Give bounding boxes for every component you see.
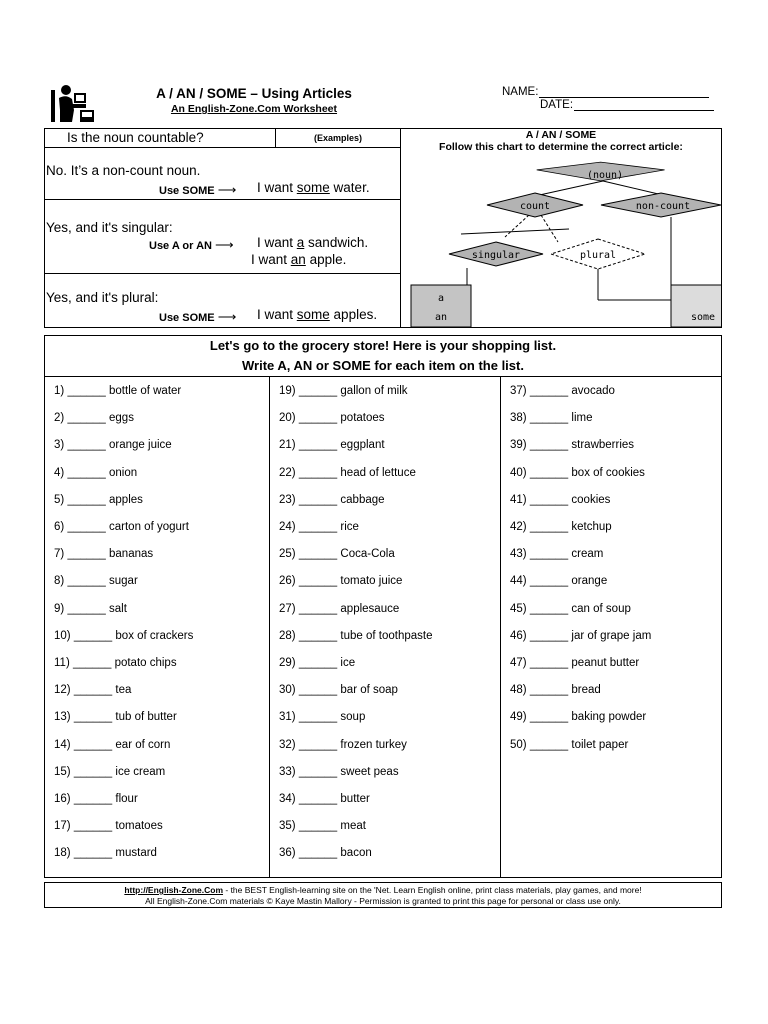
item-number: 22) <box>279 466 296 479</box>
list-item <box>279 385 408 397</box>
list-item <box>54 412 134 424</box>
list-item <box>510 548 603 560</box>
item-number: 15) <box>54 765 71 778</box>
list-item <box>279 521 359 533</box>
list-item <box>54 711 177 723</box>
answer-blank[interactable]: ______ <box>298 847 338 860</box>
item-number: 14) <box>54 738 71 751</box>
item-name: tomatoes <box>115 820 163 833</box>
item-number: 27) <box>279 602 296 615</box>
worksheet-title: A / AN / SOME – Using Articles <box>156 86 352 101</box>
answer-blank[interactable]: ______ <box>529 575 569 588</box>
item-number: 31) <box>279 711 296 724</box>
answer-blank[interactable]: ______ <box>529 439 569 452</box>
answer-blank[interactable]: ______ <box>298 493 338 506</box>
list-item <box>54 684 131 696</box>
shopping-list-header <box>45 336 721 377</box>
answer-blank[interactable]: ______ <box>529 466 569 479</box>
item-name: strawberries <box>571 439 635 452</box>
answer-blank[interactable]: ______ <box>529 738 569 751</box>
list-item <box>54 657 177 669</box>
item-name: tub of butter <box>115 711 177 724</box>
answer-blank[interactable]: ______ <box>298 820 338 833</box>
rule-row-singular <box>45 200 400 274</box>
footer-line-1 <box>45 885 721 895</box>
item-number: 5) <box>54 493 65 506</box>
answer-blank[interactable]: ______ <box>73 738 113 751</box>
date-line[interactable] <box>574 100 714 111</box>
answer-blank[interactable]: ______ <box>67 602 106 615</box>
item-number: 42) <box>510 521 527 533</box>
node-noun-label: (noun) <box>586 170 624 181</box>
item-number: 26) <box>279 575 296 588</box>
answer-blank[interactable]: ______ <box>298 738 338 751</box>
footer-tagline: - the BEST English-learning site on the 'Net. Learn English online, print class materials, play games, and more! <box>223 885 642 895</box>
item-number: 16) <box>54 793 71 805</box>
list-item <box>510 739 628 751</box>
list-item <box>279 548 395 560</box>
item-name: potato chips <box>114 657 177 669</box>
list-item <box>54 521 189 533</box>
item-name: carton of yogurt <box>109 521 189 533</box>
answer-blank[interactable]: ______ <box>529 602 569 615</box>
node-noun <box>537 162 665 181</box>
list-item <box>54 766 165 778</box>
connector-noun-count <box>535 181 603 196</box>
item-name: cabbage <box>340 493 385 506</box>
rule-use: Use SOME ⟶ <box>159 309 237 324</box>
item-name: ketchup <box>571 521 612 533</box>
list-item <box>279 793 370 805</box>
example-sentence: I want an apple. <box>251 252 347 267</box>
item-name: butter <box>340 793 370 805</box>
item-number: 2) <box>54 412 65 425</box>
answer-blank[interactable]: ______ <box>298 412 338 425</box>
item-name: head of lettuce <box>340 466 416 479</box>
answer-blank[interactable]: ______ <box>67 548 106 561</box>
item-number: 19) <box>279 385 296 397</box>
list-item <box>279 766 399 778</box>
answer-blank[interactable]: ______ <box>298 629 338 642</box>
answer-blank[interactable]: ______ <box>529 711 569 724</box>
item-name: bottle of water <box>109 385 182 397</box>
answer-blank[interactable]: ______ <box>73 847 113 860</box>
list-item <box>279 630 432 642</box>
item-number: 45) <box>510 602 527 615</box>
name-label: NAME: <box>502 86 539 98</box>
example-sentence: I want some apples. <box>257 307 378 322</box>
footer-copyright: All English-Zone.Com materials © Kaye Mastin Mallory - Permission is granted to print this page for personal or class use only. <box>145 896 621 906</box>
item-name: bananas <box>109 548 154 561</box>
item-name: tea <box>115 684 132 697</box>
node-noncount <box>601 193 721 217</box>
rule-use: Use SOME ⟶ <box>159 182 237 197</box>
list-item <box>54 548 153 560</box>
item-number: 21) <box>279 439 296 452</box>
answer-blank[interactable]: ______ <box>67 412 106 425</box>
answer-blank[interactable]: ______ <box>529 657 569 669</box>
item-number: 34) <box>279 793 296 805</box>
answer-blank[interactable]: ______ <box>298 575 338 588</box>
box-a-label: a <box>437 293 445 304</box>
item-number: 35) <box>279 820 296 833</box>
item-number: 47) <box>510 657 527 669</box>
box-an-label: an <box>434 312 448 323</box>
item-name: box of cookies <box>571 466 645 479</box>
node-singular-label: singular <box>471 250 521 261</box>
item-name: box of crackers <box>115 629 194 642</box>
item-name: orange juice <box>109 439 172 452</box>
item-number: 38) <box>510 412 527 425</box>
answer-blank[interactable]: ______ <box>529 684 569 697</box>
list-item <box>279 494 385 506</box>
item-number: 46) <box>510 629 527 642</box>
date-field[interactable] <box>540 99 714 111</box>
list-item <box>510 657 639 669</box>
answer-blank[interactable]: ______ <box>298 711 338 724</box>
item-name: rice <box>340 521 359 533</box>
item-number: 1) <box>54 385 65 397</box>
item-number: 28) <box>279 629 296 642</box>
item-number: 29) <box>279 657 296 669</box>
item-name: jar of grape jam <box>571 629 652 642</box>
item-number: 13) <box>54 711 71 724</box>
answer-blank[interactable]: ______ <box>529 521 569 533</box>
list-item <box>510 711 646 723</box>
answer-blank[interactable]: ______ <box>298 684 338 697</box>
list-item <box>279 575 402 587</box>
item-name: tube of toothpaste <box>340 629 433 642</box>
answer-blank[interactable]: ______ <box>73 629 113 642</box>
date-label: DATE: <box>540 99 574 111</box>
item-number: 11) <box>54 657 70 669</box>
box-a-an <box>411 285 471 327</box>
answer-blank[interactable]: ______ <box>73 684 113 697</box>
item-number: 4) <box>54 466 65 479</box>
example-sentence: I want a sandwich. <box>257 235 369 250</box>
item-number: 10) <box>54 629 71 642</box>
list-item <box>279 820 366 832</box>
worksheet-subtitle: An English-Zone.Com Worksheet <box>170 103 338 115</box>
countable-table <box>45 129 401 327</box>
shopping-intro: Let's go to the grocery store! Here is your shopping list. <box>209 338 557 353</box>
item-name: peanut butter <box>571 657 640 669</box>
item-number: 9) <box>54 602 65 615</box>
rule-answer: Yes, and it's singular: <box>46 220 173 235</box>
answer-blank[interactable]: ______ <box>298 765 338 778</box>
item-number: 43) <box>510 548 527 561</box>
item-name: mustard <box>115 847 157 860</box>
example-sentence: I want some water. <box>257 180 370 195</box>
item-number: 30) <box>279 684 296 697</box>
item-number: 20) <box>279 412 296 425</box>
answer-blank[interactable]: ______ <box>67 521 106 533</box>
rule-row-noncount <box>45 148 400 200</box>
item-number: 44) <box>510 575 527 588</box>
item-name: tomato juice <box>340 575 403 588</box>
list-item <box>279 467 416 479</box>
item-number: 17) <box>54 820 71 833</box>
item-number: 41) <box>510 493 527 506</box>
item-number: 3) <box>54 439 65 452</box>
box-some-label: some <box>690 312 716 323</box>
list-item <box>510 521 612 533</box>
box-some <box>671 285 721 327</box>
answer-blank[interactable]: ______ <box>298 602 338 615</box>
item-name: meat <box>340 820 366 833</box>
node-count-label: count <box>519 201 551 212</box>
list-item <box>54 494 143 506</box>
footer <box>44 882 722 908</box>
answer-blank[interactable]: ______ <box>67 439 106 452</box>
answer-blank[interactable]: ______ <box>73 820 113 833</box>
list-item <box>279 603 399 615</box>
item-name: frozen turkey <box>340 738 407 751</box>
chart-title <box>401 129 721 153</box>
list-item <box>510 385 615 397</box>
answer-blank[interactable]: ______ <box>298 793 338 805</box>
list-item <box>54 630 193 642</box>
shopping-column-3 <box>501 377 721 877</box>
list-item <box>54 739 170 751</box>
list-item <box>279 684 398 696</box>
chart-heading: A / AN / SOME <box>525 129 597 141</box>
item-name: bacon <box>340 847 372 860</box>
connector-count-plural <box>541 215 558 242</box>
answer-blank[interactable]: ______ <box>529 629 569 642</box>
list-item <box>54 793 138 805</box>
list-item <box>54 439 172 451</box>
list-item <box>510 684 601 696</box>
answer-blank[interactable]: ______ <box>67 466 106 479</box>
item-name: sugar <box>109 575 138 588</box>
item-name: eggplant <box>340 439 385 452</box>
shopping-instructions: Write A, AN or SOME for each item on the list. <box>242 358 524 373</box>
answer-blank[interactable]: ______ <box>298 439 338 452</box>
answer-blank[interactable]: ______ <box>529 493 569 506</box>
item-name: can of soup <box>571 602 631 615</box>
name-line[interactable] <box>539 87 709 98</box>
answer-blank[interactable]: ______ <box>67 493 106 506</box>
answer-blank[interactable]: ______ <box>298 466 338 479</box>
item-name: orange <box>571 575 608 588</box>
item-name: eggs <box>109 412 134 425</box>
answer-blank[interactable]: ______ <box>72 657 112 669</box>
item-number: 6) <box>54 521 65 533</box>
list-item <box>510 494 610 506</box>
item-name: flour <box>115 793 138 805</box>
item-number: 7) <box>54 548 65 561</box>
item-name: avocado <box>571 385 615 397</box>
list-item <box>279 439 385 451</box>
person-at-computer-icon <box>50 84 96 124</box>
item-name: Coca-Cola <box>340 548 395 561</box>
item-name: cream <box>571 548 604 561</box>
connector-count-singular <box>505 215 529 237</box>
shopping-list-box <box>44 335 722 878</box>
shopping-column-1 <box>45 377 270 877</box>
answer-blank[interactable]: ______ <box>529 412 569 425</box>
item-number: 33) <box>279 765 296 778</box>
item-name: cookies <box>571 493 611 506</box>
item-number: 12) <box>54 684 71 697</box>
item-name: ice cream <box>115 765 166 778</box>
chart-instructions: Follow this chart to determine the correct article: <box>439 141 683 153</box>
list-item <box>510 412 593 424</box>
item-number: 25) <box>279 548 296 561</box>
rule-row-plural <box>45 274 400 327</box>
item-number: 48) <box>510 684 527 697</box>
item-name: baking powder <box>571 711 647 724</box>
answer-blank[interactable]: ______ <box>73 793 113 805</box>
answer-blank[interactable]: ______ <box>73 711 113 724</box>
question-label: Is the noun countable? <box>67 130 204 145</box>
item-name: soup <box>340 711 366 724</box>
item-name: lime <box>571 412 593 425</box>
answer-blank[interactable]: ______ <box>529 385 569 397</box>
list-item <box>54 820 163 832</box>
list-item <box>510 467 645 479</box>
examples-label: (Examples) <box>275 129 400 148</box>
article-flowchart <box>401 153 721 327</box>
node-singular <box>449 242 543 266</box>
item-number: 40) <box>510 466 527 479</box>
article-rules-box <box>44 128 722 328</box>
shopping-column-2 <box>270 377 501 877</box>
list-item <box>54 575 138 587</box>
item-name: apples <box>109 493 143 506</box>
list-item <box>279 847 372 859</box>
item-name: potatoes <box>340 412 385 425</box>
answer-blank[interactable]: ______ <box>67 385 106 397</box>
answer-blank[interactable]: ______ <box>298 548 338 561</box>
item-name: bread <box>571 684 601 697</box>
item-number: 36) <box>279 847 296 860</box>
item-name: salt <box>109 602 127 615</box>
item-number: 39) <box>510 439 527 452</box>
name-field[interactable] <box>502 86 709 98</box>
item-number: 49) <box>510 711 527 724</box>
node-noncount-label: non-count <box>635 201 691 212</box>
list-item <box>510 575 607 587</box>
node-count <box>487 193 583 217</box>
question-row <box>45 129 400 148</box>
site-link[interactable]: http://English-Zone.Com <box>124 885 224 895</box>
item-number: 18) <box>54 847 71 860</box>
list-item <box>54 467 137 479</box>
item-number: 37) <box>510 385 527 397</box>
answer-blank[interactable]: ______ <box>298 521 338 533</box>
list-item <box>279 739 407 751</box>
rule-use: Use A or AN ⟶ <box>149 237 234 252</box>
item-number: 24) <box>279 521 296 533</box>
list-item <box>510 603 631 615</box>
list-item <box>54 385 181 397</box>
rule-answer: No. It’s a non-count noun. <box>46 163 201 178</box>
item-name: applesauce <box>340 602 400 615</box>
list-item <box>510 630 651 642</box>
item-name: ice <box>340 657 356 669</box>
item-name: toilet paper <box>571 738 629 751</box>
list-item <box>279 657 355 669</box>
list-item <box>279 711 365 723</box>
item-number: 50) <box>510 738 527 751</box>
list-item <box>54 847 157 859</box>
item-name: gallon of milk <box>340 385 408 397</box>
list-item <box>54 603 127 615</box>
answer-blank[interactable]: ______ <box>298 385 338 397</box>
rule-answer: Yes, and it's plural: <box>46 290 159 305</box>
answer-blank[interactable]: ______ <box>298 657 338 669</box>
answer-blank[interactable]: ______ <box>73 765 113 778</box>
item-number: 23) <box>279 493 296 506</box>
item-name: bar of soap <box>340 684 398 697</box>
item-name: ear of corn <box>115 738 171 751</box>
answer-blank[interactable]: ______ <box>67 575 106 588</box>
node-plural <box>551 239 645 269</box>
item-number: 32) <box>279 738 296 751</box>
list-item <box>510 439 634 451</box>
list-item <box>279 412 385 424</box>
answer-blank[interactable]: ______ <box>529 548 569 561</box>
item-name: onion <box>109 466 138 479</box>
item-name: sweet peas <box>340 765 399 778</box>
node-plural-label: plural <box>579 250 617 261</box>
item-number: 8) <box>54 575 65 588</box>
